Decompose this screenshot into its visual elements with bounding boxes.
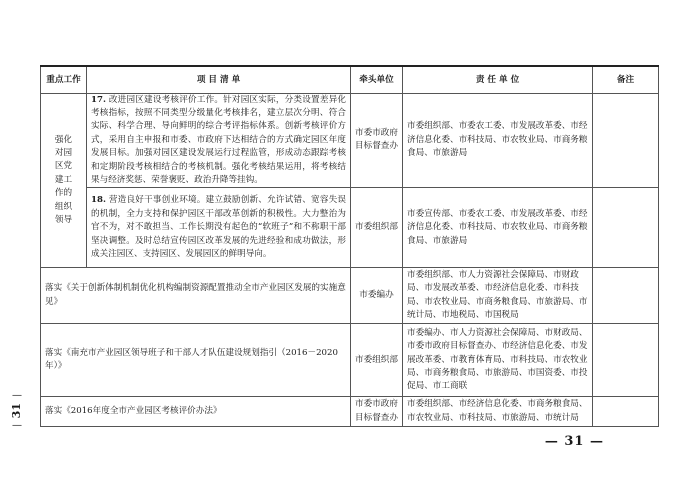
page-number: — 31 — <box>544 434 604 449</box>
item-text: 18. 营造良好干事创业环境。建立鼓励创新、允许试错、宽容失误的机制，全力支持和保护园区干部改革创新的积极性。大力整治为官不为，对不敢担当、工作长期没有起色的“软班子”和不称职干部坚决调整。及时总结宣传园区改革发展的先进经验和成功做法，形成关注园区、支持园区、发展园区的鲜明导向。 <box>87 188 351 268</box>
header-items: 项 目 清 单 <box>87 66 351 93</box>
note-cell <box>593 324 659 397</box>
item-text: 17. 改进园区建设考核评价工作。针对园区实际，分类设置差异化考核指标，按照不同类型分级量化考核排名，建立层次分明、符合实际、科学合理、导向鲜明的综合考评指标体系。创新考核评价方式，采用自主申报和市委、市政府下达相结合的方式确定园区年度发展目标。加强对园区建设发展运行过程监管，形成动态跟踪考核和定期阶段考核相结合的考核机制。强化考核结果运用，将考核结果与经济奖惩、荣誉褒贬、政治升降等挂钩。 <box>87 93 351 188</box>
side-dash-top: — <box>12 390 22 402</box>
resp-unit: 市委编办、市人力资源社会保障局、市财政局、市委市政府目标督查办、市经济信息化委、市发展改革委、市教育体育局、市科技局、市农牧业局、市商务粮食局、市旅游局、市国资委、市投促局、市工商联 <box>403 324 593 397</box>
side-number: 31 <box>10 403 23 419</box>
header-key-work: 重点工作 <box>41 66 87 93</box>
note-cell <box>593 268 659 324</box>
lead-unit: 市委组织部 <box>351 324 403 397</box>
table-row <box>41 324 659 397</box>
note-cell <box>593 397 659 427</box>
implement-item: 落实《南充市产业园区领导班子和干部人才队伍建设规划指引（2016－2020年）》 <box>41 324 351 397</box>
header-note: 备注 <box>593 66 659 93</box>
resp-unit: 市委组织部、市经济信息化委、市商务粮食局、市农牧业局、市科技局、市旅游局、市统计局 <box>403 397 593 427</box>
side-dash-bottom: — <box>12 419 22 431</box>
lead-unit: 市委市政府目标督查办 <box>351 93 403 188</box>
table-row <box>41 397 659 427</box>
resp-unit: 市委宣传部、市委农工委、市发展改革委、市经济信息化委、市科技局、市农牧业局、市商务粮食局、市旅游局 <box>403 188 593 268</box>
resp-unit: 市委组织部、市委农工委、市发展改革委、市经济信息化委、市科技局、市农牧业局、市商务粮食局、市旅游局 <box>403 93 593 188</box>
project-table <box>40 65 659 427</box>
note-cell <box>593 93 659 188</box>
implement-item: 落实《2016年度全市产业园区考核评价办法》 <box>41 397 351 427</box>
header-row <box>41 66 659 93</box>
side-page-number <box>6 386 28 436</box>
table-row <box>41 93 659 188</box>
table-row <box>41 268 659 324</box>
header-lead-unit: 牵头单位 <box>351 66 403 93</box>
lead-unit: 市委编办 <box>351 268 403 324</box>
lead-unit: 市委组织部 <box>351 188 403 268</box>
note-cell <box>593 188 659 268</box>
lead-unit: 市委市政府目标督查办 <box>351 397 403 427</box>
implement-item: 落实《关于创新体制机制优化机构编制资源配置推动全市产业园区发展的实施意见》 <box>41 268 351 324</box>
table-row <box>41 188 659 268</box>
resp-unit: 市委组织部、市人力资源社会保障局、市财政局、市发展改革委、市经济信息化委、市科技局、市农牧业局、市商务粮食局、市旅游局、市统计局、市地税局、市国税局 <box>403 268 593 324</box>
group-label: 强化 对园 区党 建工 作的 组织 领导 <box>41 93 87 268</box>
header-resp-unit: 责 任 单 位 <box>403 66 593 93</box>
